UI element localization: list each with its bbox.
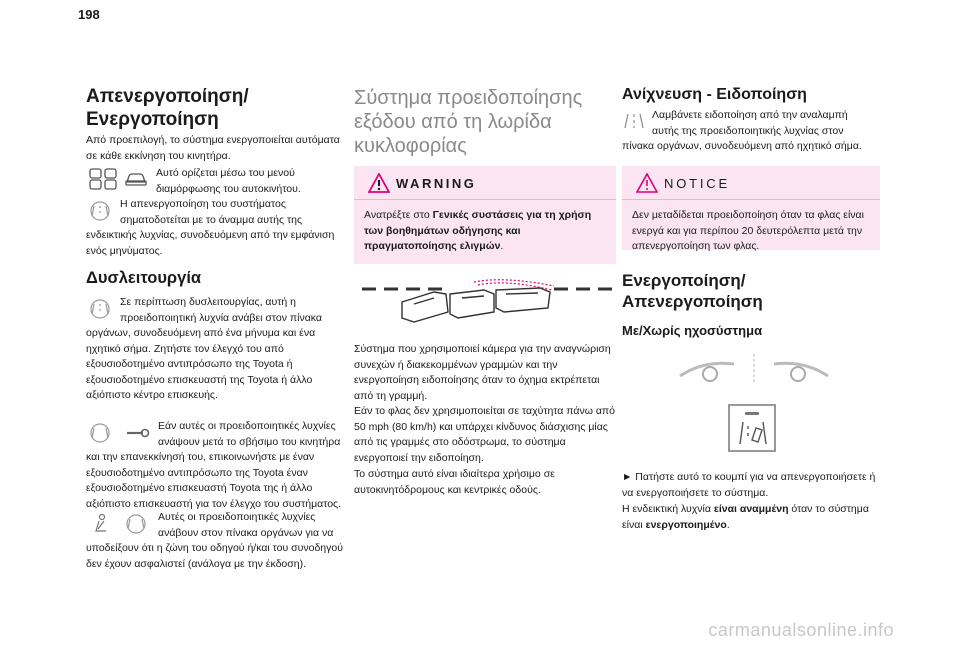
deactivation-lines: Η απενεργοποίηση του συστήματος σηματοδοτείται με το άναμμα αυτής της <box>120 198 303 226</box>
watermark[interactable]: carmanualsonline.info <box>708 620 894 640</box>
indicator-text: Η ενδεικτική λυχνία είναι αναμμένη όταν το σύστημα είναι ενεργοποιημένο. <box>622 503 869 531</box>
deactivation-rest: ενδεικτικής λυχνίας, συνοδευόμενη από την εμφάνιση ενός μηνύματος. <box>86 229 335 257</box>
audio-subtitle: Με/Χωρίς ηχοσύστημα <box>622 323 763 338</box>
fault-title: Δυσλειτουργία <box>86 269 202 287</box>
car-icon <box>124 170 148 188</box>
wrench-icon <box>124 424 150 442</box>
zone-lines: Αυτές οι προειδοποιητικές λυχνίες ανάβουν στον πίνακα οργάνων για να <box>158 511 334 539</box>
detect-lines: Λαμβάνετε ειδοποίηση από την αναλαμπή αυτής της προειδοποιητικής λυχνίας στον <box>652 109 848 137</box>
notice-triangle-icon <box>636 173 658 193</box>
lane-assist-icon <box>738 420 768 446</box>
lane-departure-title: Σύστημα προειδοποίησης εξόδου από τη λωρίδα κυκλοφορίας <box>354 87 583 157</box>
page-number: 198 <box>78 7 100 22</box>
notice-text: Δεν μεταδίδεται προειδοποίηση όταν τα φλας είναι ενεργά και για περίπου 20 δευτερόλεπτα μετά την απενεργοποίηση των φλας. <box>632 209 864 253</box>
lamps-rest: και την επανεκκίνησή του, επικοινωνήστε με έναν εξουσιοδοτημένο αντιπρόσωπο της Toyota έναν εξουσιοδοτημένο επισκευαστή Toyota της ή άλλο αξιόπιστο επισκευαστή για τον έλεγχο του συστήματος. <box>86 451 342 510</box>
desc-3: Το σύστημα αυτό είναι ιδιαίτερα χρήσιμο σε αυτοκινητόδρομους και κεντρικές οδούς. <box>354 468 555 496</box>
seatbelt-icon <box>90 513 112 535</box>
warning-box <box>354 166 616 264</box>
detect-rest: πίνακα οργάνων, συνοδευόμενη από ηχητικό σήμα. <box>622 140 862 152</box>
fault-rest: οργάνων, συνοδευόμενη από ένα μήνυμα και ένα ηχητικό σήμα. Ζητήστε τον έλεγχό του από εξουσιοδοτημένο αντιπρόσωπο της Toyota ή εξουσιοδοτημένο επισκευαστή της Toyota ή άλλο αξιόπιστο κέντρο επισκευής. <box>86 327 316 402</box>
lane-departure-illustration <box>354 272 616 330</box>
notice-header <box>622 166 880 200</box>
warning-label: WARNING <box>396 176 477 191</box>
notice-label: NOTICE <box>664 176 730 191</box>
zone-rest: υποδείξουν ότι η ζώνη του οδηγού ή/και του συνοδηγού δεν έχουν ασφαλιστεί (ανάλογα με την έκδοση). <box>86 542 343 570</box>
intro-text: Από προεπιλογή, το σύστημα ενεργοποιείται αυτόματα σε κάθε εκκίνηση του κινητήρα. <box>86 134 340 162</box>
warning-triangle-icon <box>368 173 390 193</box>
warning-header <box>354 166 616 200</box>
activation-title: Ενεργοποίηση/ Απενεργοποίηση <box>622 271 763 311</box>
desc-2: Εάν το φλας δεν χρησιμοποιείται σε ταχύτητα πάνω από 50 mph (80 km/h) και υπάρχει κίνδυνος διάσχισης μίας από τις γραμμές στο οδόστρωμα, το σύστημα ενεργοποιεί την ειδοποίηση. <box>354 405 615 464</box>
icon-text-1: Αυτό ορίζεται μέσω του μενού διαμόρφωσης του αυτοκινήτου. <box>156 167 301 195</box>
press-instruction: ► Πατήστε αυτό το κουμπί για να απενεργοποιήσετε ή να ενεργοποιήσετε το σύστημα. <box>622 471 876 499</box>
section-title-deactivation: Απενεργοποίηση/ Ενεργοποίηση <box>86 86 249 130</box>
lane-fault-lamp-icon <box>88 298 112 320</box>
desc-1: Σύστημα που χρησιμοποιεί κάμερα για την αναγνώριση συνεχών ή διακεκομμένων γραμμών και την ενεργοποίηση ειδοποίησης όταν το όχημα εκτρέπεται από τη γραμμή. <box>354 343 611 402</box>
notice-box <box>622 166 880 253</box>
indicator-lamp <box>745 412 759 415</box>
screen-menu-icon <box>88 167 120 191</box>
warning-text: Ανατρέξτε στο Γενικές συστάσεις για τη χρήση των βοηθημάτων οδήγησης και πραγματοποίησης ελιγμών. <box>364 209 592 253</box>
lane-lamp-icon-2 <box>124 513 148 535</box>
lane-alert-lamp-icon <box>622 110 646 132</box>
lane-assist-button[interactable] <box>728 404 776 452</box>
dashboard-illustration <box>674 352 834 386</box>
fault-lines: Σε περίπτωση δυσλειτουργίας, αυτή η προειδοποιητική λυχνία ανάβει στον πίνακα <box>120 296 322 324</box>
detection-title: Ανίχνευση - Ειδοποίηση <box>622 86 807 103</box>
lamps-lines: Εάν αυτές οι προειδοποιητικές λυχνίες ανάψουν μετά το σβήσιμο του κινητήρα <box>158 420 341 448</box>
lane-lamp-icon <box>88 422 112 444</box>
lane-warning-lamp-icon <box>88 200 112 222</box>
